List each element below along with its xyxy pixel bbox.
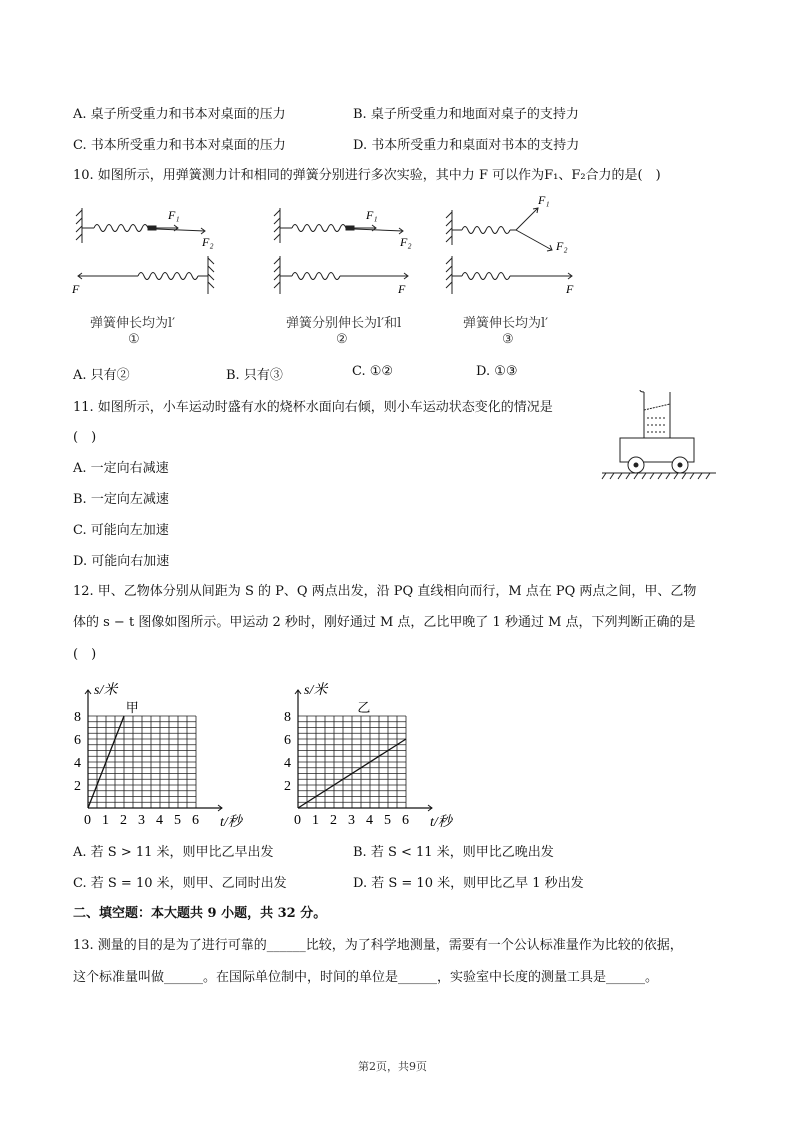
q9-option-a: A. 桌子所受重力和书本对桌面的压力 — [73, 107, 286, 122]
chart-yi — [278, 670, 488, 830]
chart-title: 甲 — [125, 700, 139, 715]
y-tick-label: 2 — [74, 779, 81, 794]
x-axis-label: t/秒 — [430, 815, 452, 830]
q10-fig1-f2-label: F₂ — [202, 235, 214, 249]
q12-option-c: C. 若 S = 10 米，则甲、乙同时出发 — [73, 876, 287, 891]
x-tick-label: 2 — [330, 813, 337, 828]
chart-grid — [298, 716, 406, 808]
q11-option-c: C. 可能向左加速 — [73, 523, 169, 538]
y-tick-label: 6 — [284, 733, 291, 748]
q10-fig3-f2-label: F₂ — [556, 239, 568, 253]
x-tick-label: 0 — [84, 813, 91, 828]
x-tick-label: 3 — [138, 813, 145, 828]
q10-figure-1 — [70, 198, 230, 298]
x-tick-label: 3 — [348, 813, 355, 828]
x-tick-label: 2 — [120, 813, 127, 828]
x-tick-label: 0 — [294, 813, 301, 828]
y-tick-label: 8 — [284, 710, 291, 725]
x-tick-label: 5 — [384, 813, 391, 828]
x-tick-label: 5 — [174, 813, 181, 828]
q10-fig2-f1-label: F₁ — [366, 208, 378, 222]
q10-fig3-caption: 弹簧伸长均为l′ — [463, 316, 549, 331]
chart-grid — [88, 716, 196, 808]
q12-stem-line1: 12. 甲、乙物体分别从间距为 S 的 P、Q 两点出发，沿 PQ 直线相向而行，M 点在 PQ 两点之间，甲、乙物 — [73, 584, 697, 599]
q10-option-d: D. ①③ — [476, 364, 518, 379]
q10-fig2-f-label: F — [398, 282, 406, 296]
q11-cart-figure — [600, 388, 720, 482]
q10-option-b: B. 只有③ — [226, 368, 283, 383]
q11-option-d: D. 可能向右加速 — [73, 554, 170, 569]
q11-option-b: B. 一定向左减速 — [73, 492, 169, 507]
q12-option-a: A. 若 S > 11 米，则甲比乙早出发 — [73, 845, 274, 860]
q10-option-c: C. ①② — [352, 364, 394, 379]
y-axis-label: s/米 — [94, 683, 118, 698]
y-tick-label: 4 — [284, 756, 291, 771]
page-number: 第2页，共9页 — [358, 1060, 427, 1073]
y-axis-label: s/米 — [304, 683, 328, 698]
q11-stem: 11. 如图所示，小车运动时盛有水的烧杯水面向右倾，则小车运动状态变化的情况是 — [73, 400, 553, 415]
x-axis-label: t/秒 — [220, 815, 242, 830]
y-tick-label: 8 — [74, 710, 81, 725]
chart-title: 乙 — [357, 700, 371, 715]
q11-option-a: A. 一定向右减速 — [73, 461, 169, 476]
q9-option-c: C. 书本所受重力和书本对桌面的压力 — [73, 138, 286, 153]
q10-fig1-f1-label: F₁ — [168, 208, 180, 222]
q13-line2: 这个标准量叫做______。在国际单位制中，时间的单位是______，实验室中长度的测量工具是______。 — [73, 970, 659, 985]
q10-fig1-f-label: F — [72, 282, 80, 296]
q12-option-d: D. 若 S = 10 米，则甲比乙早 1 秒出发 — [353, 876, 584, 891]
q11-answer-paren: ( ) — [73, 430, 97, 445]
y-tick-label: 4 — [74, 756, 81, 771]
q10-stem: 10. 如图所示，用弹簧测力计和相同的弹簧分别进行多次实验，其中力 F 可以作为F₁、F₂合力的是( ) — [73, 168, 661, 183]
x-tick-label: 1 — [102, 813, 109, 828]
y-tick-label: 6 — [74, 733, 81, 748]
q13-line1: 13. 测量的目的是为了进行可靠的______比较，为了科学地测量，需要有一个公认标准量作为比较的依据， — [73, 938, 683, 953]
x-tick-label: 4 — [366, 813, 373, 828]
q10-fig2-number: ② — [336, 332, 348, 347]
q10-fig1-number: ① — [128, 332, 140, 347]
q12-answer-paren: ( ) — [73, 647, 97, 662]
q10-option-a: A. 只有② — [73, 368, 130, 383]
q10-fig3-number: ③ — [502, 332, 514, 347]
x-tick-label: 4 — [156, 813, 163, 828]
x-tick-label: 1 — [312, 813, 319, 828]
section-2-title: 二、填空题：本大题共 9 小题，共 32 分。 — [73, 906, 327, 921]
q10-fig3-f-label: F — [566, 282, 574, 296]
q9-option-b: B. 桌子所受重力和地面对桌子的支持力 — [353, 107, 579, 122]
q9-option-d: D. 书本所受重力和桌面对书本的支持力 — [353, 138, 580, 153]
q10-figure-3 — [440, 190, 600, 298]
x-tick-label: 6 — [402, 813, 409, 828]
q10-fig2-caption: 弹簧分别伸长为l′和l — [286, 316, 402, 331]
y-tick-label: 2 — [284, 779, 291, 794]
q10-fig2-f2-label: F₂ — [400, 235, 412, 249]
q12-option-b: B. 若 S < 11 米，则甲比乙晚出发 — [353, 845, 554, 860]
x-tick-label: 6 — [192, 813, 199, 828]
q10-fig3-f1-label: F₁ — [538, 193, 550, 207]
q12-stem-line2: 体的 s − t 图像如图所示。甲运动 2 秒时，刚好通过 M 点，乙比甲晚了 1 秒通过 M 点，下列判断正确的是 — [73, 615, 696, 630]
q10-figure-2 — [268, 198, 428, 298]
chart-jia — [68, 670, 278, 830]
q10-fig1-caption: 弹簧伸长均为l′ — [90, 316, 176, 331]
